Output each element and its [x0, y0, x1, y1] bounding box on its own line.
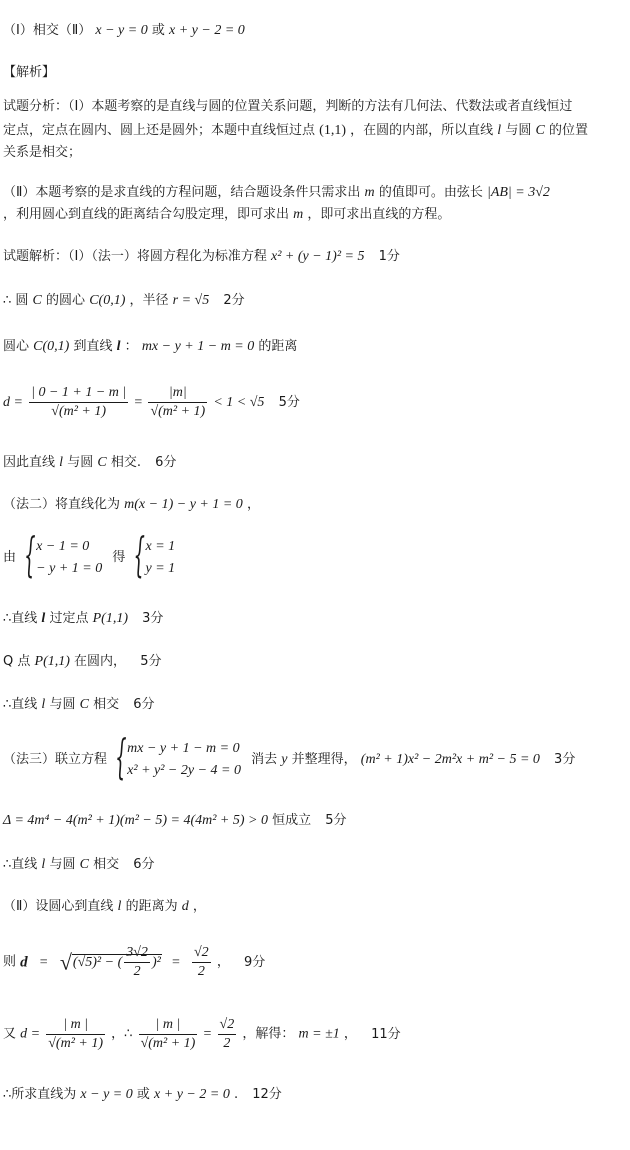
solution-conclusion-2: ∴直线 l 与圆 C 相交 6分	[3, 697, 155, 712]
score-mark: 5分	[278, 395, 300, 410]
formula-line-x-y-2: x + y − 2 = 0	[169, 23, 245, 38]
system-of-equations: 由 { x − 1 = 0 − y + 1 = 0 得 { x = 1 y = 1	[3, 536, 181, 580]
equation-system: { x − 1 = 0 − y + 1 = 0	[26, 536, 102, 580]
score-mark: 12分	[252, 1087, 282, 1102]
equation-system: { mx − y + 1 − m = 0 x² + y² − 2y − 4 = 0	[117, 738, 241, 782]
fraction: $\frac{√2}{2}$	[219, 1017, 235, 1051]
solution-step-center-radius: ∴ 圆 C 的圆心 C(0,1) ，半径 r = √5 2分	[3, 293, 245, 308]
fixed-point-line: ∴直线 l 过定点 P(1,1) 3分	[3, 611, 164, 626]
score-mark: 5分	[325, 813, 347, 828]
solution-conclusion-3: ∴直线 l 与圆 C 相交 6分	[3, 857, 155, 872]
analysis-paragraph-1-end: 关系是相交；	[3, 145, 82, 160]
solution-system: { x = 1 y = 1	[136, 536, 176, 580]
answer-line: （Ⅰ）相交（Ⅱ） x − y = 0 或 x + y − 2 = 0	[3, 23, 245, 38]
score-mark: 3分	[554, 752, 576, 767]
final-answer-line: ∴所求直线为 x − y = 0 或 x + y − 2 = 0 . 12分	[3, 1087, 282, 1102]
score-mark: 5分	[140, 654, 162, 669]
fraction: $\frac{3√2}{2}$	[126, 945, 148, 979]
fraction: $\frac{| 0 - 1 + 1 - m |}{\text{√(m² + 1)}}$	[31, 385, 127, 419]
score-mark: 3分	[142, 611, 164, 626]
part-two-intro: （Ⅱ）设圆心到直线 l 的距离为 d ，	[3, 899, 206, 914]
method-two-intro: （法二）将直线化为 m(x − 1) − y + 1 = 0 ，	[3, 497, 260, 512]
discriminant-line: Δ = 4m⁴ − 4(m² + 1)(m² − 5) = 4(4m² + 5) > 0 恒成立 5分	[3, 813, 347, 828]
solve-m-line: 又 d = $\frac{| m |}{\text{√(m² + 1)}}$ ，∴ $\frac{| m |}{\text{√(m² + 1)}}$ = $\frac{√2}{2}$ ，解得： m = ±1 ， 11分	[3, 1017, 401, 1051]
formula-line-x-y: x − y = 0	[95, 23, 148, 38]
solution-step-standard-form: 试题解析：（Ⅰ）（法一）将圆方程化为标准方程 x² + (y − 1)² = 5 1分	[3, 249, 400, 264]
section-heading-analysis: 【解析】	[3, 65, 56, 80]
fraction: $\frac{|m|}{\text{√(m² + 1)}}$	[150, 385, 206, 419]
score-mark: 6分	[155, 455, 177, 470]
analysis-paragraph-1-cont: 定点，定点在圆内、圆上还是圆外；本题中直线恒过点 (1,1) ，在圆的内部，所以直线 l 与圆 C 的位置	[3, 123, 588, 138]
analysis-paragraph-2: （Ⅱ）本题考察的是求直线的方程问题，结合题设条件只需求出 m 的值即可。由弦长 |AB| = 3√2	[3, 185, 550, 200]
score-mark: 6分	[133, 697, 155, 712]
fraction: $\frac{| m |}{\text{√(m² + 1)}}$	[140, 1017, 196, 1051]
solution-conclusion-1: 因此直线 l 与圆 C 相交. 6分	[3, 455, 177, 470]
score-mark: 2分	[223, 293, 245, 308]
score-mark: 11分	[371, 1026, 401, 1042]
distance-computation: 则 d = √(√5)² − ( $\frac{3√2}{2}$ )² = $\frac{√2}{2}$ ， 9分	[3, 945, 266, 979]
solution-step-distance-intro: 圆心 C(0,1) 到直线 l ： mx − y + 1 − m = 0 的距离	[3, 339, 298, 354]
score-mark: 1分	[378, 249, 400, 264]
analysis-paragraph-2-cont: ，利用圆心到直线的距离结合勾股定理，即可求出 m ，即可求出直线的方程。	[3, 207, 451, 222]
score-mark: 6分	[133, 857, 155, 872]
fraction: $\frac{√2}{2}$	[193, 945, 209, 979]
point-inside-circle: Q 点 P(1,1) 在圆内， 5分	[3, 654, 162, 669]
score-mark: 9分	[243, 954, 266, 970]
method-three: （法三）联立方程 { mx − y + 1 − m = 0 x² + y² − 2y − 4 = 0 消去 y 并整理得， (m² + 1)x² − 2m²x + m² − 5 = 0 3分	[3, 738, 575, 782]
square-root: √(√5)² − ( $\frac{3√2}{2}$ )²	[59, 945, 161, 979]
distance-formula: d = $\frac{| 0 - 1 + 1 - m |}{\text{√(m² + 1)}}$ = $\frac{|m|}{\text{√(m² + 1)}}$ < 1 < √5 5分	[3, 385, 300, 419]
analysis-paragraph-1: 试题分析：（Ⅰ）本题考察的是直线与圆的位置关系问题，判断的方法有几何法、代数法或者直线恒过	[3, 99, 573, 114]
fraction: $\frac{| m |}{\text{√(m² + 1)}}$	[48, 1017, 104, 1051]
